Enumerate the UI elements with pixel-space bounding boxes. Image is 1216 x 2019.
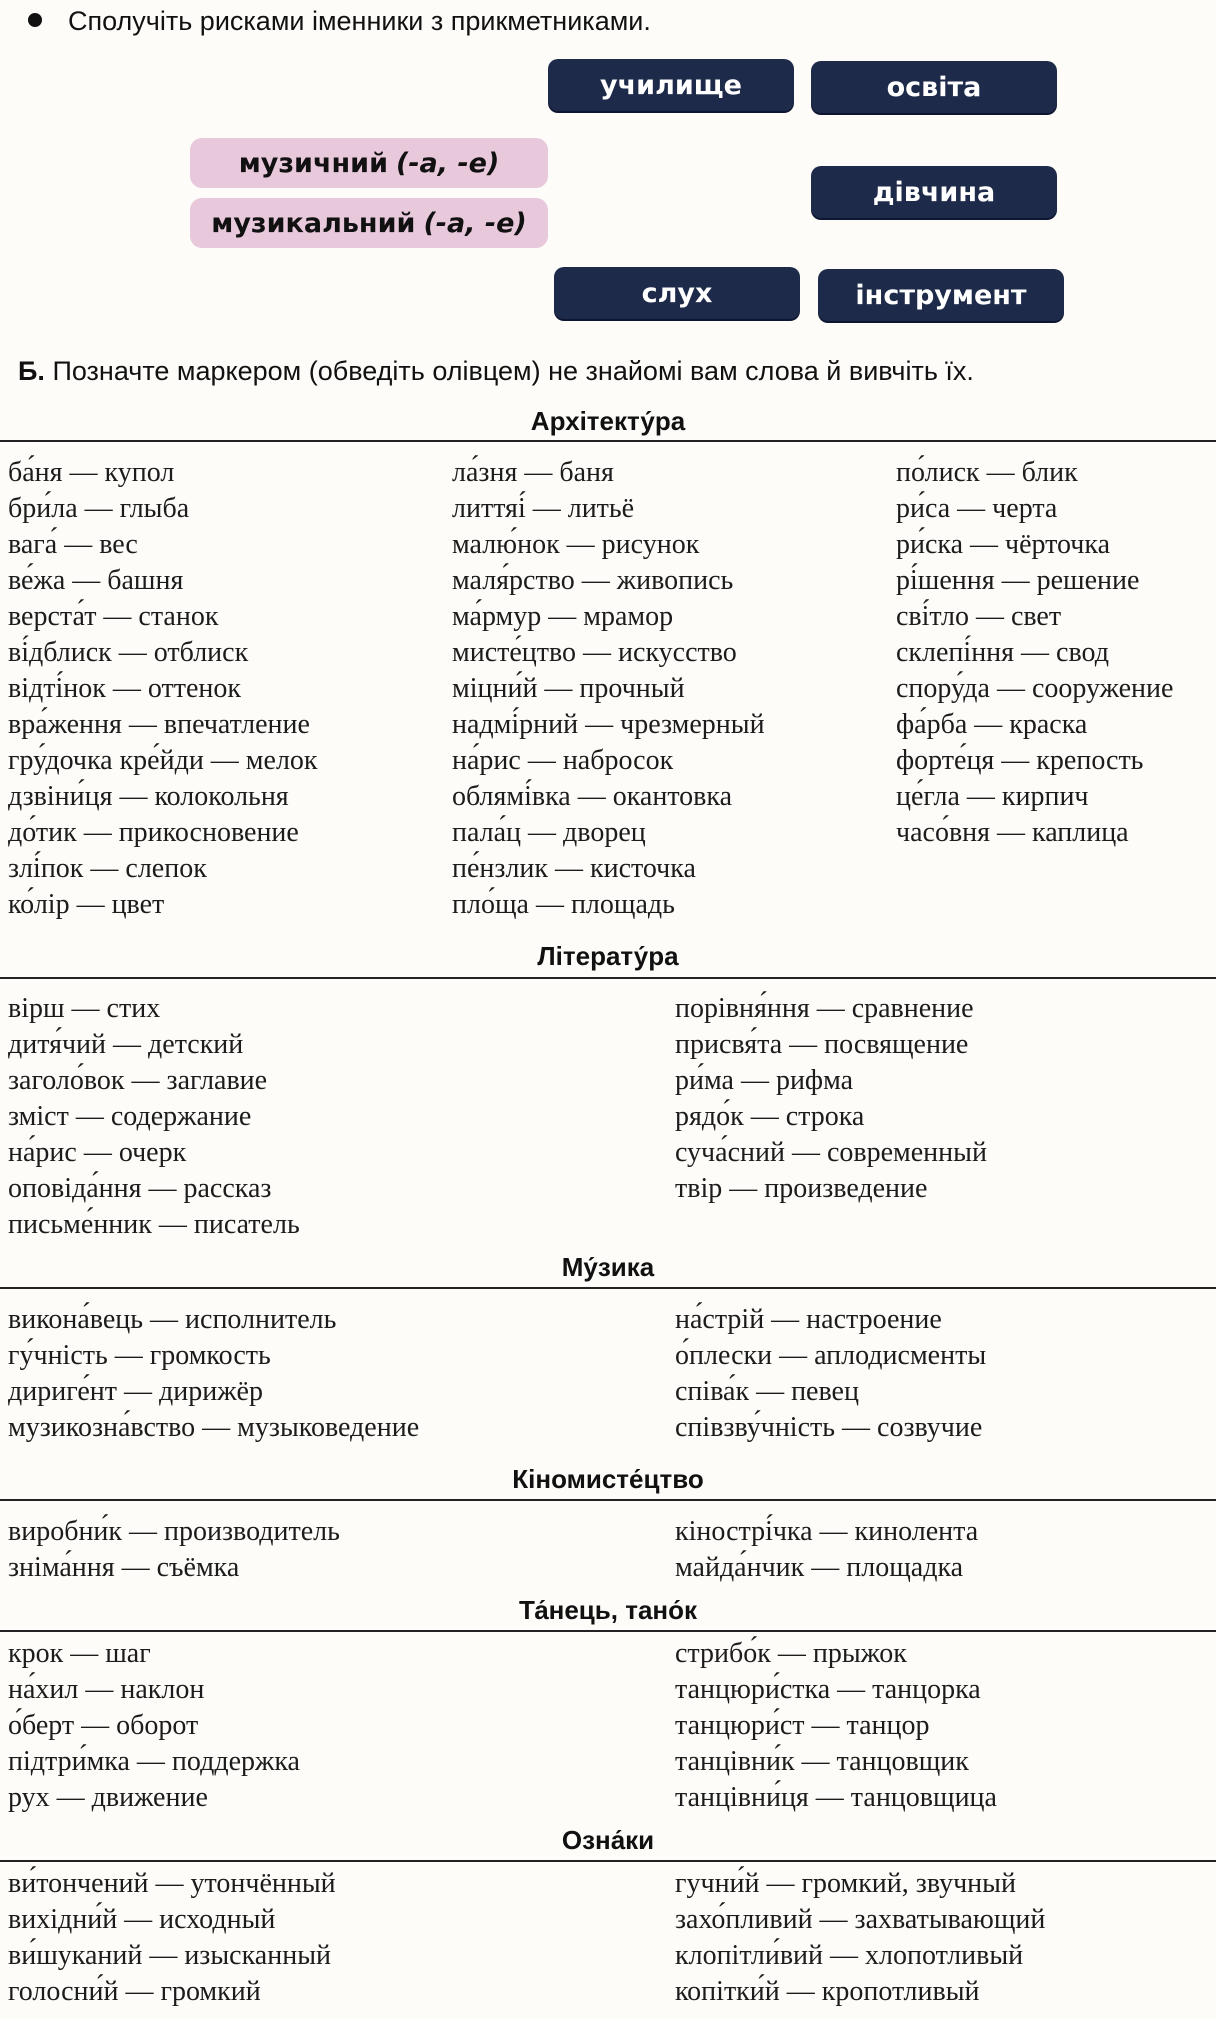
vocab-item: рі́шення — решение xyxy=(896,565,1140,596)
vocab-column xyxy=(675,1514,978,1586)
vocab-item: порівня́ння — сравнение xyxy=(675,993,974,1024)
section-divider xyxy=(0,1860,1216,1862)
adjective-suffix: (-а, -е) xyxy=(423,207,527,239)
section-title: Архітекту́ра xyxy=(530,406,686,436)
vocab-item: о́плески — аплодисменты xyxy=(675,1340,987,1371)
vocab-item: рух — движение xyxy=(8,1782,208,1813)
vocab-item: пе́нзлик — кисточка xyxy=(452,853,696,884)
noun-chip[interactable]: слух xyxy=(554,267,800,319)
vocab-item: мисте́цтво — искусство xyxy=(452,637,737,668)
vocab-item: майда́нчик — площадка xyxy=(675,1552,964,1583)
vocab-column xyxy=(8,1866,336,2010)
vocab-item: вихідни́й — исходный xyxy=(8,1904,276,1935)
vocab-item: співзву́чність — созвучие xyxy=(675,1412,983,1443)
vocab-item: маля́рство — живопись xyxy=(452,565,734,596)
vocab-item: клопітли́вий — хлопотливый xyxy=(675,1940,1024,1971)
vocab-item: твір — произведение xyxy=(675,1173,928,1204)
vocab-column xyxy=(8,1636,300,1816)
vocab-item: гу́чність — громкость xyxy=(8,1340,271,1371)
task-b-instruction xyxy=(18,356,1198,387)
vocab-item: вірш — стих xyxy=(8,993,161,1024)
vocab-item: відті́нок — оттенок xyxy=(8,673,241,704)
vocab-item: кінострі́чка — кинолента xyxy=(675,1516,979,1547)
section-title: Літерату́ра xyxy=(537,941,679,971)
vocab-item: суча́сний — современный xyxy=(675,1137,987,1168)
vocab-item: голосни́й — громкий xyxy=(8,1976,261,2007)
vocab-item: форте́ця — крепость xyxy=(896,745,1144,776)
vocab-item: ри́ска — чёрточка xyxy=(896,529,1110,560)
vocab-item: співа́к — певец xyxy=(675,1376,859,1407)
vocab-item: заголо́вок — заглавие xyxy=(8,1065,268,1096)
vocab-item: фа́рба — краска xyxy=(896,709,1088,740)
vocab-item: письме́нник — писатель xyxy=(8,1209,300,1240)
vocab-item: танцівни́к — танцовщик xyxy=(675,1746,969,1777)
vocab-item: танцюри́ст — танцор xyxy=(675,1710,930,1741)
vocab-item: ко́лір — цвет xyxy=(8,889,165,920)
vocab-item: дитя́чий — детский xyxy=(8,1029,244,1060)
vocab-item: на́стрій — настроение xyxy=(675,1304,942,1335)
vocab-item: злі́пок — слепок xyxy=(8,853,207,884)
vocab-item: ве́жа — башня xyxy=(8,565,184,596)
vocab-item: вага́ — вес xyxy=(8,529,138,560)
vocab-item: підтри́мка — поддержка xyxy=(8,1746,300,1777)
adjective-chip[interactable] xyxy=(190,138,548,188)
vocab-item: верста́т — станок xyxy=(8,601,219,632)
vocab-column xyxy=(675,1636,997,1816)
vocab-item: склепі́ння — свод xyxy=(896,637,1109,668)
vocab-item: бри́ла — глыба xyxy=(8,493,190,524)
vocab-item: малю́нок — рисунок xyxy=(452,529,700,560)
vocab-item: дириге́нт — дирижёр xyxy=(8,1376,263,1407)
vocab-column xyxy=(8,1514,340,1586)
vocab-item: оповіда́ння — рассказ xyxy=(8,1173,272,1204)
vocab-item: до́тик — прикосновение xyxy=(8,817,299,848)
vocab-item: гру́дочка кре́йди — мелок xyxy=(8,745,318,776)
adjective-stem: музичний xyxy=(238,147,389,179)
vocab-column xyxy=(675,1302,986,1446)
vocab-item: спору́да — сооружение xyxy=(896,673,1174,704)
section-divider xyxy=(0,1630,1216,1632)
adjective-chip[interactable] xyxy=(190,198,548,248)
adjective-stem: музикальний xyxy=(211,207,416,239)
vocab-item: литтяі́ — литьё xyxy=(452,493,635,524)
vocab-item: рядо́к — строка xyxy=(675,1101,865,1132)
vocab-item: вра́ження — впечатление xyxy=(8,709,310,740)
vocab-item: музикозна́вство — музыковедение xyxy=(8,1412,420,1443)
vocab-item: присвя́та — посвящение xyxy=(675,1029,969,1060)
vocab-item: викона́вець — исполнитель xyxy=(8,1304,337,1335)
vocab-item: зміст — содержание xyxy=(8,1101,252,1132)
vocab-item: на́рис — набросок xyxy=(452,745,674,776)
vocab-item: облямі́вка — окантовка xyxy=(452,781,733,812)
vocab-item: крок — шаг xyxy=(8,1638,151,1669)
vocab-item: по́лиск — блик xyxy=(896,457,1078,488)
vocab-column xyxy=(452,455,765,923)
vocab-item: танцюри́стка — танцорка xyxy=(675,1674,981,1705)
vocab-item: на́рис — очерк xyxy=(8,1137,187,1168)
vocab-item: зніма́ння — съёмка xyxy=(8,1552,240,1583)
vocab-item: копітки́й — кропотливый xyxy=(675,1976,980,2007)
vocab-item: ви́тончений — утончённый xyxy=(8,1868,336,1899)
section-title: Озна́ки xyxy=(561,1825,655,1855)
vocab-column xyxy=(675,1866,1045,2010)
vocab-column xyxy=(8,991,300,1243)
section-title: Та́нець, тано́к xyxy=(518,1595,698,1625)
vocab-item: міцни́й — прочный xyxy=(452,673,685,704)
vocab-column xyxy=(8,1302,419,1446)
vocab-column xyxy=(675,991,987,1207)
vocab-item: це́гла — кирпич xyxy=(896,781,1089,812)
noun-chip[interactable]: училище xyxy=(548,59,794,111)
vocab-item: ві́дблиск — отблиск xyxy=(8,637,249,668)
adjective-suffix: (-а, -е) xyxy=(396,147,500,179)
vocab-item: на́хил — наклон xyxy=(8,1674,205,1705)
vocab-item: ма́рмур — мрамор xyxy=(452,601,674,632)
vocab-item: захо́пливий — захватывающий xyxy=(675,1904,1046,1935)
task-a-instruction-text: Сполучіть рисками іменники з прикметниками. xyxy=(68,6,651,36)
section-divider xyxy=(0,1287,1216,1289)
vocab-item: часо́вня — каплица xyxy=(896,817,1129,848)
vocab-item: виробни́к — производитель xyxy=(8,1516,340,1547)
vocab-item: ба́ня — купол xyxy=(8,457,175,488)
bullet-icon xyxy=(28,13,42,27)
task-a-instruction xyxy=(28,6,1178,37)
noun-chip[interactable]: освіта xyxy=(811,61,1057,113)
vocab-item: танцівни́ця — танцовщица xyxy=(675,1782,997,1813)
vocab-item: ри́са — черта xyxy=(896,493,1058,524)
vocab-item: ла́зня — баня xyxy=(452,457,614,488)
section-divider xyxy=(0,977,1216,979)
noun-chip[interactable]: інструмент xyxy=(818,269,1064,321)
vocab-item: пло́ща — площадь xyxy=(452,889,675,920)
vocab-column xyxy=(8,455,318,923)
vocab-column xyxy=(896,455,1173,851)
vocab-item: гучни́й — громкий, звучный xyxy=(675,1868,1016,1899)
task-b-instruction-text: Позначте маркером (обведіть олівцем) не знайомі вам слова й вивчіть їх. xyxy=(52,356,974,386)
section-title: Му́зика xyxy=(561,1252,655,1282)
noun-chip[interactable]: дівчина xyxy=(811,166,1057,218)
section-divider xyxy=(0,440,1216,442)
vocab-item: ви́шуканий — изысканный xyxy=(8,1940,331,1971)
vocab-item: дзвіни́ця — колокольня xyxy=(8,781,289,812)
section-title: Кіномисте́цтво xyxy=(512,1464,704,1494)
vocab-item: пала́ц — дворец xyxy=(452,817,646,848)
vocab-item: надмі́рний — чрезмерный xyxy=(452,709,765,740)
task-b-letter: Б. xyxy=(18,356,45,386)
section-divider xyxy=(0,1499,1216,1501)
vocab-item: стрибо́к — прыжок xyxy=(675,1638,907,1669)
vocab-item: о́берт — оборот xyxy=(8,1710,199,1741)
vocab-item: сві́тло — свет xyxy=(896,601,1062,632)
vocab-item: ри́ма — рифма xyxy=(675,1065,854,1096)
